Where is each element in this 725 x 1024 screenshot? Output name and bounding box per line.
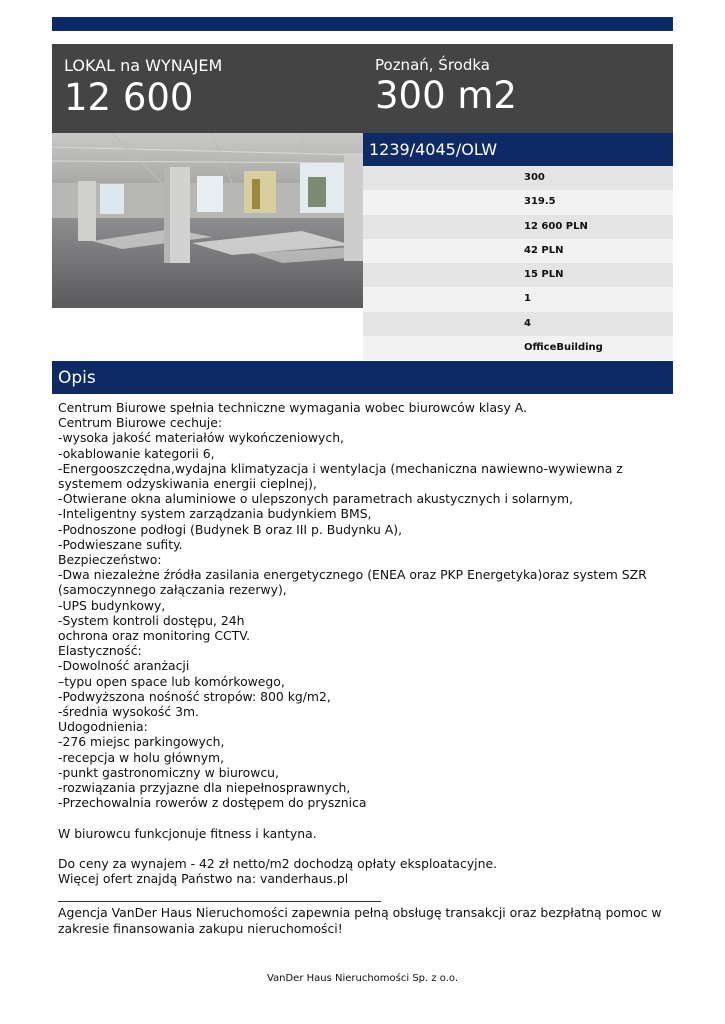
description-line: -Podwyższona nośność stropów: 800 kg/m2, (58, 688, 331, 704)
param-row (363, 239, 673, 263)
param-value: 15 PLN (524, 269, 564, 281)
description-line: -recepcja w holu głównym, (58, 749, 225, 765)
reference-number: 1239/4045/OLW (369, 140, 498, 159)
param-row (363, 215, 673, 239)
params-table (363, 166, 673, 360)
description-line: Elastyczność: (58, 643, 142, 659)
param-value: 12 600 PLN (524, 220, 588, 232)
agency-note-line: Agencja VanDer Haus Nieruchomości zapewnia pełną obsługę transakcji oraz bezpłatną pomoc w (58, 905, 662, 921)
description-body (58, 400, 678, 936)
description-line: -Energooszczędna,wydajna klimatyzacja i wentylacja (mechaniczna nawiewno-wywiewna z (58, 460, 623, 476)
agency-note-line: zakresie finansowania zakupu nieruchomości! (58, 920, 343, 936)
param-row (363, 287, 673, 311)
description-line: -Otwierane okna aluminiowe o ulepszonych parametrach akustycznych i solarnym, (58, 491, 573, 507)
listing-area: 300 m2 (375, 74, 517, 117)
description-line: -Podwieszane sufity. (58, 536, 183, 552)
description-line: -276 miejsc parkingowych, (58, 734, 225, 750)
description-line: Więcej ofert znajdą Państwo na: vanderhaus.pl (58, 871, 349, 887)
param-value: 319.5 (524, 196, 556, 208)
description-line: -Podnoszone podłogi (Budynek B oraz III p. Budynku A), (58, 521, 403, 537)
param-row (363, 312, 673, 336)
description-header (52, 361, 673, 394)
description-line: -Przechowalnia rowerów z dostępem do prysznica (58, 795, 367, 811)
description-line: (samoczynnego załączania rezerwy), (58, 582, 287, 598)
divider (58, 901, 381, 902)
top-accent-bar (52, 17, 673, 31)
description-line: -Dowolność aranżacji (58, 658, 190, 674)
description-line: -wysoka jakość materiałów wykończeniowych, (58, 430, 344, 446)
param-row (363, 166, 673, 190)
description-line: -Dwa niezależne źródła zasilania energetycznego (ENEA oraz PKP Energetyka)oraz system SZR (58, 567, 647, 583)
description-line: -System kontroli dostępu, 24h (58, 612, 245, 628)
param-value: 300 (524, 172, 545, 183)
description-line (58, 810, 678, 825)
description-line: -średnia wysokość 3m. (58, 704, 199, 720)
param-value: 1 (524, 293, 531, 305)
footer-company: VanDer Haus Nieruchomości Sp. z o.o. (266, 973, 459, 984)
description-line (58, 841, 678, 856)
description-line: -okablowanie kategorii 6, (58, 445, 215, 461)
description-line: ochrona oraz monitoring CCTV. (58, 628, 251, 644)
description-line: -punkt gastronomiczny w biurowcu, (58, 764, 279, 780)
param-row (363, 263, 673, 287)
description-line: -UPS budynkowy, (58, 597, 166, 613)
param-value: OfficeBuilding (524, 342, 603, 354)
param-value: 4 (524, 317, 531, 329)
description-line: –typu open space lub komórkowego, (58, 673, 285, 689)
listing-location: Poznań, Środka (375, 56, 490, 74)
header-left (64, 56, 222, 120)
description-line: Centrum Biurowe cechuje: (58, 415, 223, 431)
reference-bar (363, 133, 673, 166)
param-row (363, 336, 673, 360)
description-line: Udogodnienia: (58, 719, 148, 735)
param-row (363, 190, 673, 214)
listing-header (52, 44, 673, 133)
description-line: Do ceny za wynajem - 42 zł netto/m2 dochodzą opłaty eksploatacyjne. (58, 856, 498, 872)
description-line: systemem odzyskiwania energii cieplnej), (58, 476, 317, 492)
description-line: -rozwiązania przyjazne dla niepełnosprawnych, (58, 780, 351, 796)
param-value: 42 PLN (524, 244, 564, 256)
spacer (58, 886, 678, 905)
description-line: Bezpieczeństwo: (58, 552, 162, 568)
header-right (375, 56, 517, 118)
description-line: Centrum Biurowe spełnia techniczne wymagania wobec biurowców klasy A. (58, 400, 527, 415)
description-line: -Inteligentny system zarządzania budynkiem BMS, (58, 506, 372, 522)
office-interior-photo (52, 133, 363, 308)
listing-price: 12 600 (64, 76, 194, 119)
listing-type: LOKAL na WYNAJEM (64, 56, 223, 75)
description-line: W biurowcu funkcjonuje fitness i kantyna. (58, 825, 317, 841)
section-title: Opis (58, 368, 96, 388)
